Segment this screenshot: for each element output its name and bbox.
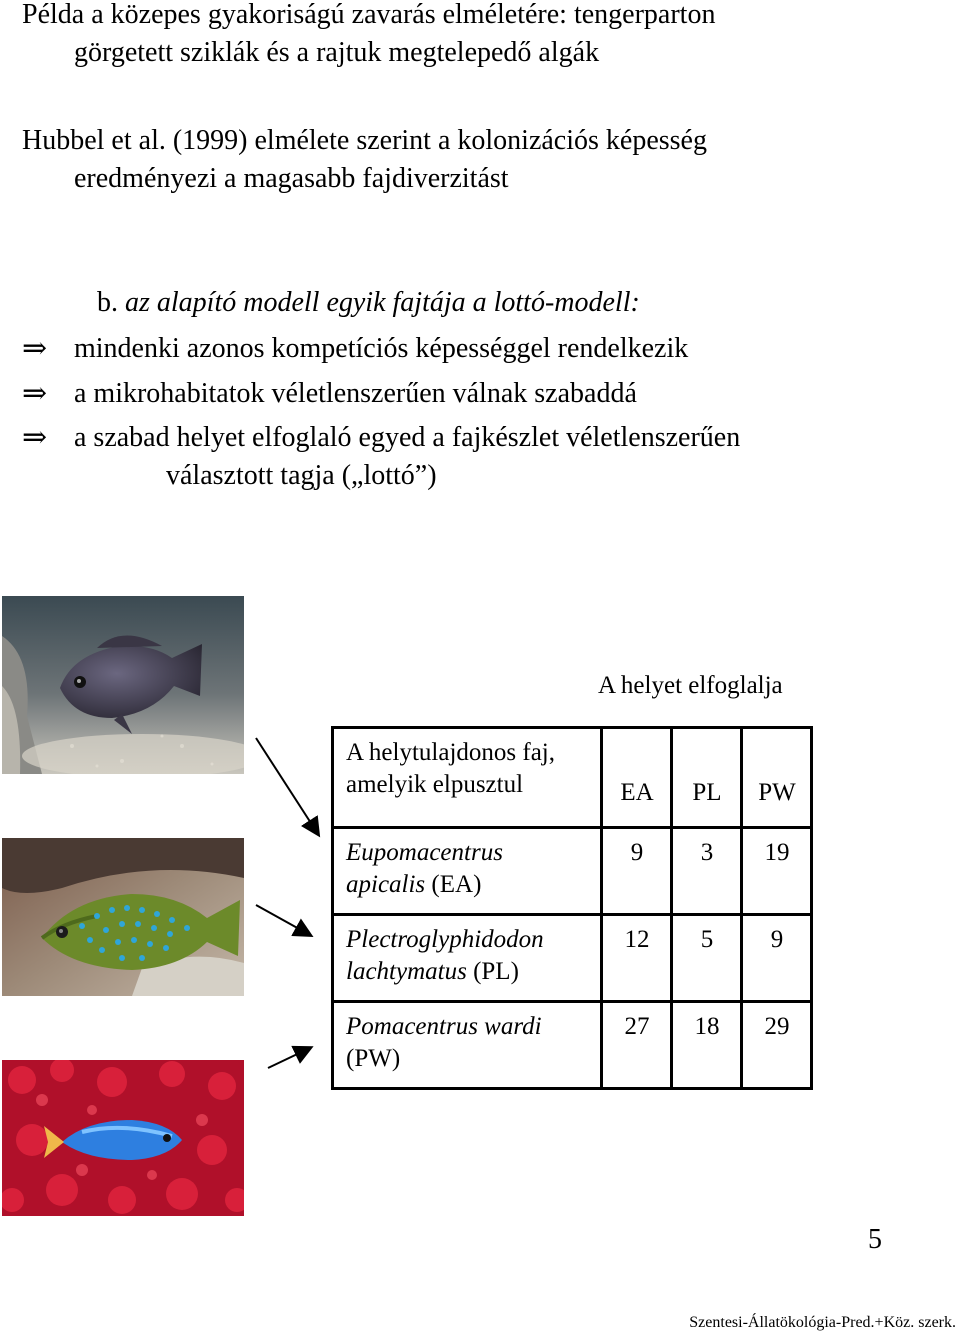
table-cell: 29 bbox=[764, 1013, 790, 1040]
intro-line-2: görgetett sziklák és a rajtuk megtelepedő algák bbox=[74, 37, 600, 68]
species-abbr: (EA) bbox=[431, 871, 482, 898]
table-divider bbox=[334, 1000, 810, 1003]
species-name-line-2: apicalis (EA) bbox=[346, 871, 482, 898]
arrow-to-row-2 bbox=[256, 905, 310, 935]
table-header-line-2: amelyik elpusztul bbox=[346, 771, 524, 798]
intro-line-1: Példa a közepes gyakoriságú zavarás elméletére: tengerparton bbox=[22, 0, 716, 30]
column-header: PW bbox=[758, 779, 796, 806]
arrow-to-row-1 bbox=[256, 738, 318, 834]
table-cell: 12 bbox=[624, 926, 650, 953]
column-header: PL bbox=[692, 779, 722, 806]
lottery-table bbox=[331, 726, 813, 1090]
species-abbr: (PL) bbox=[473, 958, 519, 985]
implies-arrow-icon: ⇒ bbox=[22, 377, 48, 410]
blue-damselfish-photo bbox=[2, 1060, 244, 1216]
footer-text: Szentesi-Állatökológia-Pred.+Köz. szerk. bbox=[689, 1314, 956, 1331]
table-cell: 9 bbox=[630, 839, 644, 866]
dark-damselfish-photo bbox=[2, 596, 244, 774]
table-cell: 5 bbox=[700, 926, 714, 953]
section-b-title: az alapító modell egyik fajtája a lottó-modell: bbox=[125, 287, 640, 318]
implies-arrow-icon: ⇒ bbox=[22, 332, 48, 365]
pointer-arrows bbox=[250, 730, 330, 1080]
table-cell: 9 bbox=[770, 926, 784, 953]
bullet-3-continuation: választott tagja („lottó”) bbox=[166, 460, 437, 491]
table-header-line-1: A helytulajdonos faj, bbox=[346, 739, 555, 766]
table-caption: A helyet elfoglalja bbox=[598, 672, 783, 699]
table-cell: 18 bbox=[694, 1013, 720, 1040]
table-divider bbox=[600, 729, 603, 1087]
implies-arrow-icon: ⇒ bbox=[22, 421, 48, 454]
hubbel-line-2: eredményezi a magasabb fajdiverzitást bbox=[74, 163, 509, 194]
bullet-3: a szabad helyet elfoglaló egyed a fajkészlet véletlenszerűen bbox=[74, 422, 741, 453]
green-spotted-damselfish-photo bbox=[2, 838, 244, 996]
table-cell: 27 bbox=[624, 1013, 650, 1040]
section-b-prefix: b. bbox=[97, 287, 118, 318]
bullet-1: mindenki azonos kompetíciós képességgel rendelkezik bbox=[74, 333, 689, 364]
table-divider bbox=[740, 729, 743, 1087]
table-cell: 3 bbox=[700, 839, 714, 866]
table-divider bbox=[670, 729, 673, 1087]
hubbel-line-1: Hubbel et al. (1999) elmélete szerint a kolonizációs képesség bbox=[22, 125, 707, 156]
table-cell: 19 bbox=[764, 839, 790, 866]
section-b-heading bbox=[97, 284, 640, 322]
table-divider bbox=[334, 826, 810, 829]
table-divider bbox=[334, 913, 810, 916]
column-header: EA bbox=[620, 779, 654, 806]
page-number: 5 bbox=[868, 1224, 882, 1255]
species-name-line-2: lachtymatus (PL) bbox=[346, 958, 519, 985]
bullet-2: a mikrohabitatok véletlenszerűen válnak szabaddá bbox=[74, 378, 637, 409]
species-name: Eupomacentrus bbox=[346, 839, 503, 866]
species-name: Plectroglyphidodon bbox=[346, 926, 544, 953]
arrow-to-row-3 bbox=[268, 1048, 310, 1068]
species-abbr: (PW) bbox=[346, 1045, 401, 1072]
species-name: Pomacentrus wardi bbox=[346, 1013, 542, 1040]
